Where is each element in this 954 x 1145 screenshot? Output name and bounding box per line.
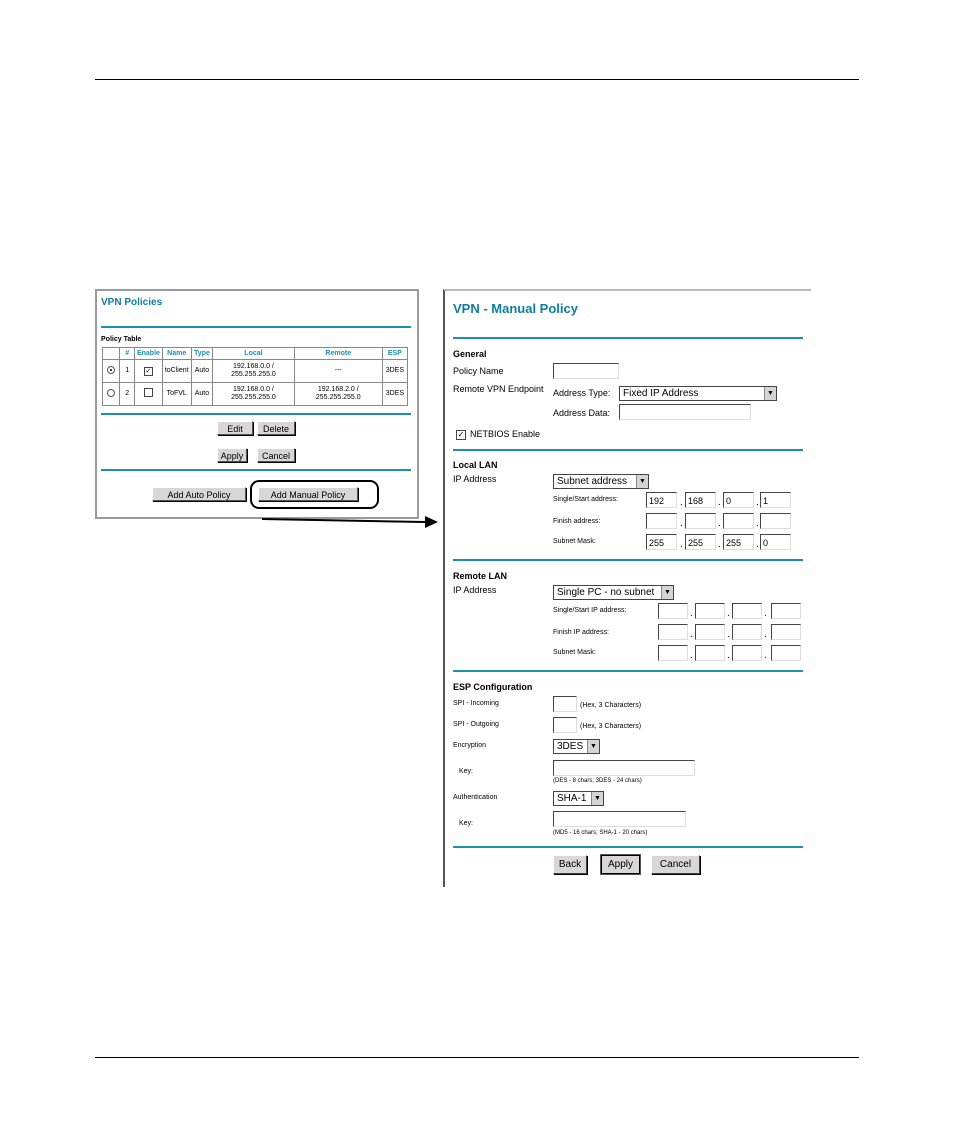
policy-name-label: Policy Name (453, 366, 504, 376)
divider (453, 559, 803, 561)
spi-incoming-input[interactable] (553, 696, 577, 712)
remote-start-octet-4[interactable] (771, 603, 801, 619)
cancel-button[interactable]: Cancel (651, 855, 700, 874)
spi-outgoing-input[interactable] (553, 717, 577, 733)
col-local: Local (213, 348, 295, 360)
row-select-radio[interactable] (107, 366, 115, 374)
remote-endpoint-label: Remote VPN Endpoint (453, 384, 544, 394)
row-num: 1 (120, 360, 135, 383)
local-finish-octet-1[interactable] (646, 513, 677, 529)
encryption-select[interactable]: 3DES ▼ (553, 739, 600, 754)
remote-start-octet-2[interactable] (695, 603, 725, 619)
policy-table (102, 347, 408, 406)
local-ip-label: IP Address (453, 474, 497, 484)
remote-start-label: Single/Start IP address: (553, 607, 627, 614)
delete-button[interactable]: Delete (257, 421, 295, 435)
local-mask-octet-3[interactable]: 255 (723, 534, 754, 550)
apply-button[interactable]: Apply (601, 855, 640, 874)
authentication-key-label: Key: (459, 820, 474, 827)
col-esp: ESP (382, 348, 407, 360)
local-start-octet-4[interactable]: 1 (760, 492, 791, 508)
chevron-down-icon: ▼ (587, 740, 599, 753)
chevron-down-icon: ▼ (764, 387, 776, 400)
remote-finish-octet-4[interactable] (771, 624, 801, 640)
chevron-down-icon: ▼ (591, 792, 603, 805)
local-finish-label: Finish address: (553, 518, 601, 525)
policy-table-caption: Policy Table (101, 336, 142, 343)
netbios-label: NETBIOS Enable (470, 429, 541, 439)
local-start-label: Single/Start address: (553, 496, 618, 503)
row-name: toClient (162, 360, 191, 383)
row-remote: 192.168.2.0 / 255.255.255.0 (294, 383, 382, 406)
spi-outgoing-label: SPI - Outgoing (453, 721, 499, 728)
remote-mask-octet-2[interactable] (695, 645, 725, 661)
table-row[interactable] (103, 360, 408, 383)
remote-finish-octet-1[interactable] (658, 624, 688, 640)
divider (101, 413, 411, 415)
divider (101, 469, 411, 471)
esp-heading: ESP Configuration (453, 682, 533, 692)
row-enable-checkbox[interactable] (144, 388, 153, 397)
address-type-select[interactable]: Fixed IP Address ▼ (619, 386, 777, 401)
local-finish-octet-2[interactable] (685, 513, 716, 529)
authentication-select[interactable]: SHA-1 ▼ (553, 791, 604, 806)
authentication-label: Authentication (453, 794, 498, 801)
local-start-octet-2[interactable]: 168 (685, 492, 716, 508)
table-header-row (103, 348, 408, 360)
divider (453, 449, 803, 451)
remote-finish-octet-3[interactable] (732, 624, 762, 640)
add-manual-policy-button[interactable]: Add Manual Policy (258, 487, 358, 501)
local-mask-octet-1[interactable]: 255 (646, 534, 677, 550)
remote-finish-octet-2[interactable] (695, 624, 725, 640)
table-row[interactable] (103, 383, 408, 406)
chevron-down-icon: ▼ (636, 475, 648, 488)
edit-button[interactable]: Edit (217, 421, 253, 435)
authentication-key-input[interactable] (553, 811, 686, 827)
back-button[interactable]: Back (553, 855, 587, 874)
spi-outgoing-hint: (Hex, 3 Characters) (580, 723, 642, 730)
highlight-ellipse (250, 480, 379, 509)
remote-start-octet-1[interactable] (658, 603, 688, 619)
general-heading: General (453, 349, 487, 359)
col-type: Type (191, 348, 212, 360)
row-type: Auto (191, 360, 212, 383)
remote-start-octet-3[interactable] (732, 603, 762, 619)
remote-mask-label: Subnet Mask: (553, 649, 596, 656)
address-type-label: Address Type: (553, 388, 611, 398)
spi-incoming-label: SPI - Incoming (453, 700, 499, 707)
col-num: # (120, 348, 135, 360)
remote-lan-heading: Remote LAN (453, 571, 508, 581)
page-title: VPN - Manual Policy (453, 301, 578, 316)
authentication-key-hint: (MD5 - 16 chars; SHA-1 - 20 chars) (553, 830, 648, 836)
remote-ip-label: IP Address (453, 585, 497, 595)
arrow-icon (260, 512, 440, 530)
encryption-label: Encryption (453, 742, 487, 749)
spi-incoming-hint: (Hex, 3 Characters) (580, 702, 642, 709)
footer-rule (95, 1057, 859, 1058)
encryption-key-input[interactable] (553, 760, 695, 776)
row-local: 192.168.0.0 / 255.255.255.0 (213, 383, 295, 406)
row-esp: 3DES (382, 360, 407, 383)
remote-mask-octet-1[interactable] (658, 645, 688, 661)
divider (453, 670, 803, 672)
local-start-octet-3[interactable]: 0 (723, 492, 754, 508)
policy-name-input[interactable] (553, 363, 619, 379)
local-finish-octet-3[interactable] (723, 513, 754, 529)
cancel-button[interactable]: Cancel (257, 448, 295, 462)
encryption-key-hint: (DES - 8 chars; 3DES - 24 chars) (553, 778, 642, 784)
local-finish-octet-4[interactable] (760, 513, 791, 529)
remote-mask-octet-4[interactable] (771, 645, 801, 661)
remote-finish-label: Finish IP address: (553, 629, 609, 636)
local-mask-octet-2[interactable]: 255 (685, 534, 716, 550)
col-name: Name (162, 348, 191, 360)
row-num: 2 (120, 383, 135, 406)
col-enable: Enable (135, 348, 162, 360)
add-auto-policy-button[interactable]: Add Auto Policy (152, 487, 246, 501)
row-remote: --- (294, 360, 382, 383)
remote-ip-type-select[interactable]: Single PC - no subnet ▼ (553, 585, 674, 600)
divider (453, 337, 803, 339)
address-data-label: Address Data: (553, 408, 611, 418)
local-lan-heading: Local LAN (453, 460, 498, 470)
encryption-key-label: Key: (459, 768, 474, 775)
row-select-radio[interactable] (107, 389, 115, 397)
vpn-policies-title: VPN Policies (101, 297, 163, 308)
row-local: 192.168.0.0 / 255.255.255.0 (213, 360, 295, 383)
divider (453, 846, 803, 848)
header-rule (95, 79, 859, 80)
netbios-checkbox[interactable]: ✓ (457, 430, 465, 439)
divider (101, 326, 411, 328)
row-enable-checkbox[interactable]: ✓ (145, 367, 152, 375)
remote-mask-octet-3[interactable] (732, 645, 762, 661)
apply-button[interactable]: Apply (217, 448, 247, 462)
col-remote: Remote (294, 348, 382, 360)
vpn-manual-policy-panel: VPN - Manual Policy General Policy Name Remote VPN Endpoint Address Type: Fixed IP Address ▼ Address Data: ✓ NETBIOS Enable Local LAN IP Address Subnet address ▼ Single/Start address: 192 . 168 . 0 . 1 Finish address: . . . Subnet Mask: 255 . 255 . 255 . 0 Remote LAN IP Address Single PC - no subnet ▼ Single/Start IP address: . . . Finish IP address: . . . Subnet Mask: . . . ESP Configuration SPI - Incoming (Hex, 3 Characters) SPI - Outgoing (Hex, 3 Characters) Encryption 3DES ▼ Key: (DES - 8 chars; 3DES - 24 chars) Authentication SHA-1 ▼ Key: (MD5 - 16 chars; SHA-1 - 20 chars) Back Apply Cancel (443, 289, 811, 887)
local-start-octet-1[interactable]: 192 (646, 492, 677, 508)
local-ip-type-select[interactable]: Subnet address ▼ (553, 474, 649, 489)
chevron-down-icon: ▼ (661, 586, 673, 599)
row-name: ToFVL (162, 383, 191, 406)
local-mask-octet-4[interactable]: 0 (760, 534, 791, 550)
address-data-input[interactable] (619, 404, 751, 420)
row-type: Auto (191, 383, 212, 406)
local-mask-label: Subnet Mask: (553, 538, 596, 545)
row-esp: 3DES (382, 383, 407, 406)
